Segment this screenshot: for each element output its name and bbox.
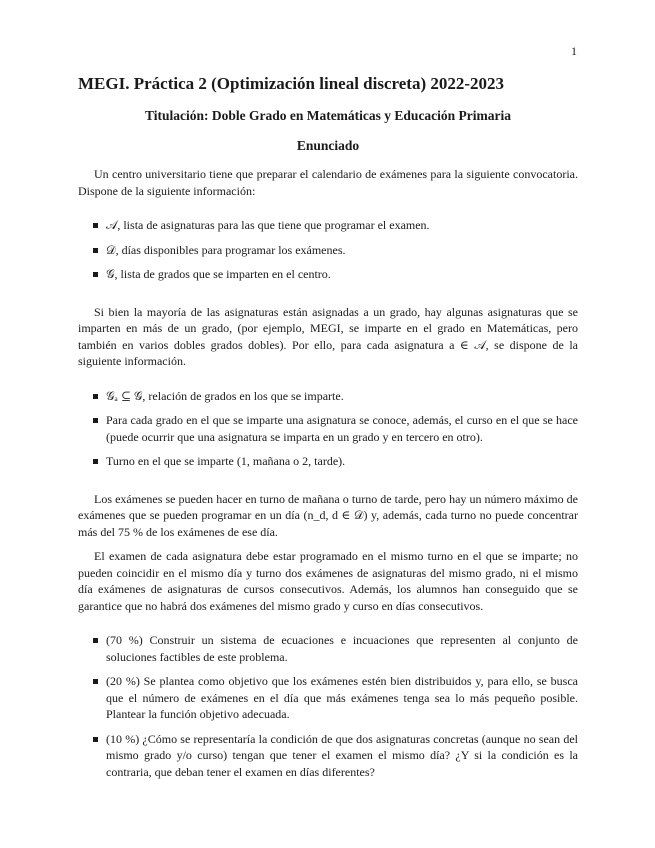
list-item: 𝒜, lista de asignaturas para las que tiene que programar el examen. (106, 217, 578, 234)
subject-info-list (78, 388, 578, 470)
task-item: (10 %) ¿Cómo se representaría la condición de que dos asignaturas concretas (aunque no sean del mismo grado y/o curso) tengan que tener el examen el mismo día? ¿Y si la condición es la contraria, que deban tener el examen en días diferentes? (106, 731, 578, 779)
exams-paragraph: Los exámenes se pueden hacer en turno de mañana o turno de tarde, pero hay un número máximo de exámenes que se pueden programar en un día (n_d, d ∈ 𝒟) y, además, cada turno no puede concentrar más del 75 % de los exámenes de ese día. (78, 491, 578, 539)
list-item: Turno en el que se imparte (1, mañana o 2, tarde). (106, 453, 578, 470)
page-number: 1 (571, 44, 577, 58)
document-body (78, 166, 578, 788)
subjects-paragraph: Si bien la mayoría de las asignaturas están asignadas a un grado, hay algunas asignaturas que se imparten en más de un grado, (por ejemplo, MEGI, se imparte en el grado en Matemáticas, pero también en varios dobles grados dobles). Por ello, para cada asignatura a ∈ 𝒜, se dispone de la siguiente información. (78, 304, 578, 368)
task-list (78, 632, 578, 780)
degree-subtitle: Titulación: Doble Grado en Matemáticas y Educación Primaria (144, 108, 512, 123)
info-list (78, 217, 578, 283)
section-heading: Enunciado (296, 138, 360, 153)
list-item: 𝒟, días disponibles para programar los exámenes. (106, 242, 578, 259)
list-item: Para cada grado en el que se imparte una asignatura se conoce, además, el curso en el que se hace (puede ocurrir que una asignatura se imparta en un grado y en tercero en otro). (106, 413, 578, 444)
list-item: 𝒢ₐ ⊆ 𝒢, relación de grados en los que se imparte. (106, 388, 578, 405)
constraints-paragraph: El examen de cada asignatura debe estar programado en el mismo turno en el que se imparte; no pueden coincidir en el mismo día y turno dos exámenes de asignaturas del mismo grado, ni el mismo día exámenes de asignaturas de cursos consecutivos. Además, los alumnos han conseguido que se garantice que no habrá dos exámenes del mismo grado y curso en días consecutivos. (78, 549, 578, 613)
task-item: (20 %) Se plantea como objetivo que los exámenes estén bien distribuidos y, para ello, se busca que el número de exámenes en el día que más exámenes tenga sea lo más pequeño posible. Plantear la función objetivo adecuada. (106, 674, 578, 721)
task-item: (70 %) Construir un sistema de ecuaciones e incuaciones que representen al conjunto de soluciones factibles de este problema. (106, 633, 578, 664)
intro-paragraph: Un centro universitario tiene que preparar el calendario de exámenes para la siguiente convocatoria. Dispone de la siguiente información: (78, 167, 578, 198)
document-title: MEGI. Práctica 2 (Optimización lineal discreta) 2022-2023 (78, 74, 505, 93)
list-item: 𝒢, lista de grados que se imparten en el centro. (106, 266, 578, 283)
